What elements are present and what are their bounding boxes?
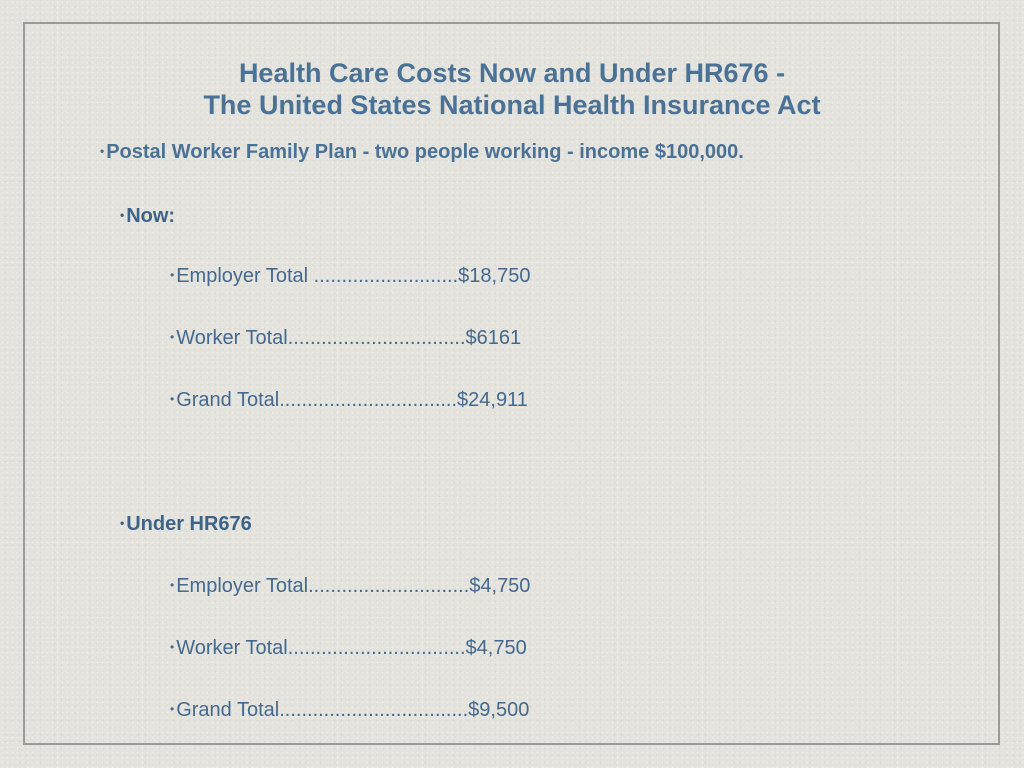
now-grand-total-text: Grand Total................................$24,911 [176, 389, 528, 411]
now-section-heading [120, 203, 175, 230]
now-heading-text: Now: [126, 205, 176, 227]
bullet-icon: • [170, 577, 175, 592]
hr676-grand-total-text: Grand Total..................................$9,500 [176, 699, 530, 721]
now-employer-total [170, 263, 530, 290]
bullet-icon: • [100, 143, 105, 158]
plan-description [100, 139, 744, 166]
bullet-icon: • [170, 701, 175, 716]
now-worker-total-text: Worker Total................................$6161 [176, 327, 522, 349]
slide-title-line-1: Health Care Costs Now and Under HR676 - [238, 58, 786, 88]
bullet-icon: • [170, 391, 175, 406]
now-employer-total-text: Employer Total ..........................$18,750 [176, 265, 531, 287]
hr676-worker-total [170, 635, 527, 662]
bullet-icon: • [170, 267, 175, 282]
bullet-icon: • [170, 329, 175, 344]
hr676-section-heading [120, 511, 252, 538]
now-worker-total [170, 325, 521, 352]
plan-description-text: Postal Worker Family Plan - two people working - income $100,000. [106, 141, 744, 163]
hr676-grand-total [170, 697, 529, 724]
hr676-worker-total-text: Worker Total................................$4,750 [176, 637, 527, 659]
hr676-employer-total [170, 573, 530, 600]
bullet-icon: • [120, 207, 125, 222]
hr676-employer-total-text: Employer Total.............................$4,750 [176, 575, 531, 597]
now-grand-total [170, 387, 528, 414]
bullet-icon: • [120, 515, 125, 530]
bullet-icon: • [170, 639, 175, 654]
hr676-heading-text: Under HR676 [126, 513, 252, 535]
slide-title-line-2: The United States National Health Insurance Act [203, 90, 821, 120]
